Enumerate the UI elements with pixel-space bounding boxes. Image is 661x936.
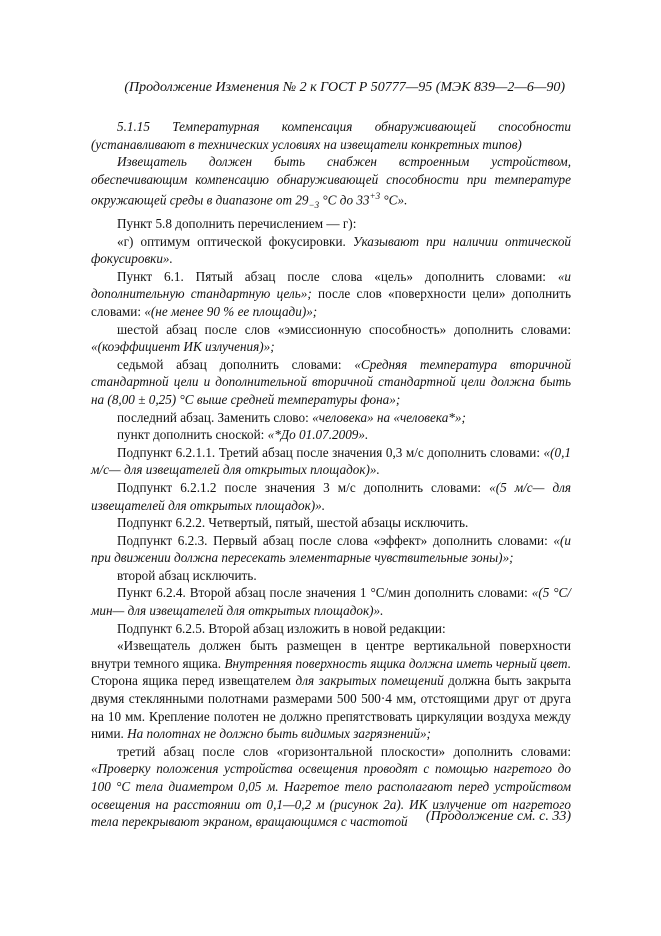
text-run: «(0,1 м/с— для извещателей для открытых площадок)». [91, 444, 571, 478]
text-run: третий абзац после слов «горизонтальной плоскости» дополнить словами: [117, 743, 571, 759]
text-run: должна быть закрыта двумя стеклянными полотнами размерами 500 500·4 мм, отстоящими друг от друга на 10 мм. Крепление полотен не должно препятствовать циркуляции воздуха между ними. [91, 673, 571, 742]
text-run: Подпункт 6.2.5. Второй абзац изложить в новой редакции: [117, 620, 446, 636]
paragraph [91, 514, 571, 532]
text-run: Сторона ящика перед извещателем [91, 673, 296, 689]
text-run: 5.1.15 Температурная компенсация обнаруживающей способности (устанавливают в технических условиях на извещатели конкретных типов) [91, 119, 571, 152]
paragraph [91, 233, 571, 268]
text-run: Подпункт 6.2.1.2 после значения 3 м/с дополнить словами: [117, 479, 490, 495]
text-run: «(коэффициент ИК излучения)»; [91, 339, 275, 355]
continuation-note: (Продолжение см. с. 33) [425, 809, 571, 824]
paragraph [91, 637, 571, 743]
text-run: Пункт 6.2.4. Второй абзац после значения 1 °С/мин дополнить словами: [117, 585, 532, 601]
text-run: «человека» на «человека*»; [312, 409, 466, 425]
document-body [91, 118, 571, 831]
paragraph [91, 153, 571, 215]
text-run: Извещатель должен быть снабжен встроенным устройством, обеспечивающим компенсацию обнаруживающей способности при температуре окружающей среды в диапазоне от 29 [91, 154, 571, 208]
text-run: «Извещатель должен быть размещен в центре вертикальной поверхности внутри темного ящика. [91, 638, 571, 671]
text-run: седьмой абзац дополнить словами: [117, 356, 355, 372]
text-run: Внутренняя поверхность ящика должна иметь черный цвет. [224, 655, 571, 671]
text-run: −3 [308, 200, 320, 211]
text-run: последний абзац. Заменить слово: [117, 409, 313, 425]
paragraph [91, 118, 571, 153]
text-run: °С». [380, 192, 408, 208]
text-run: Пункт 6.1. Пятый абзац после слова «цель» дополнить словами: [117, 268, 558, 284]
paragraph [91, 321, 571, 356]
paragraph [91, 620, 571, 638]
text-run: Подпункт 6.2.3. Первый абзац после слова «эффект» дополнить словами: [117, 532, 554, 548]
paragraph [91, 532, 571, 567]
page-header: (Продолжение Изменения № 2 к ГОСТ Р 50777—95 (МЭК 839—2—6—90) [124, 80, 565, 95]
text-run: «Средняя температура вторичной стандартной цели и дополнительной вторичной стандартной цели должна быть на (8,00 ± 0,25) °С выше средней температуры фона»; [91, 356, 571, 407]
text-run: +3 [369, 191, 381, 202]
text-run: Пункт 5.8 дополнить перечислением — г): [117, 216, 357, 231]
text-run: пункт дополнить сноской: [117, 427, 268, 443]
text-run: Подпункт 6.2.2. Четвертый, пятый, шестой абзацы исключить. [117, 515, 469, 531]
text-run: «г) оптимум оптической фокусировки. [117, 233, 353, 249]
paragraph [91, 215, 571, 233]
text-run: для закрытых помещений [295, 673, 444, 689]
text-run: «(5 °С/мин— для извещателей для открытых площадок)». [91, 585, 571, 619]
text-run: второй абзац исключить. [117, 567, 257, 583]
paragraph [91, 409, 571, 427]
text-run: На полотнах не должно быть видимых загрязнений»; [127, 726, 431, 742]
paragraph [91, 426, 571, 444]
text-run: «(не менее 90 % ее площади)»; [144, 303, 318, 319]
text-run: «*До 01.07.2009». [267, 427, 369, 443]
paragraph [91, 444, 571, 479]
text-run: «(и при движении должна пересекать элементарные чувствительные зоны)»; [91, 532, 571, 566]
paragraph [91, 356, 571, 409]
text-run: шестой абзац после слов «эмиссионную способность» дополнить словами: [117, 321, 571, 337]
text-run: °С до 33 [319, 192, 370, 208]
paragraph [91, 268, 571, 321]
paragraph [91, 567, 571, 585]
text-run: «(5 м/с— для извещателей для открытых площадок)». [91, 479, 571, 513]
text-run: Указывают при наличии оптической фокусировки». [91, 233, 572, 267]
text-run: Подпункт 6.2.1.1. Третий абзац после значения 0,3 м/с дополнить словами: [117, 444, 544, 460]
text-run: после слов «поверхности цели» дополнить словами: [91, 286, 571, 319]
paragraph [91, 584, 571, 619]
text-run: «и дополнительную стандартную цель»; [91, 268, 571, 302]
paragraph [91, 479, 571, 514]
text-run: «Проверку положения устройства освещения проводят с помощью нагретого до 100 °С тела диаметром 0,05 м. Нагретое тело располагают перед устройством освещения на расстоянии от 0,1—0,2 м (рисунок 2а). ИК излучение от нагретого тела перекрывают экраном, вращающимся с частотой [91, 761, 571, 830]
